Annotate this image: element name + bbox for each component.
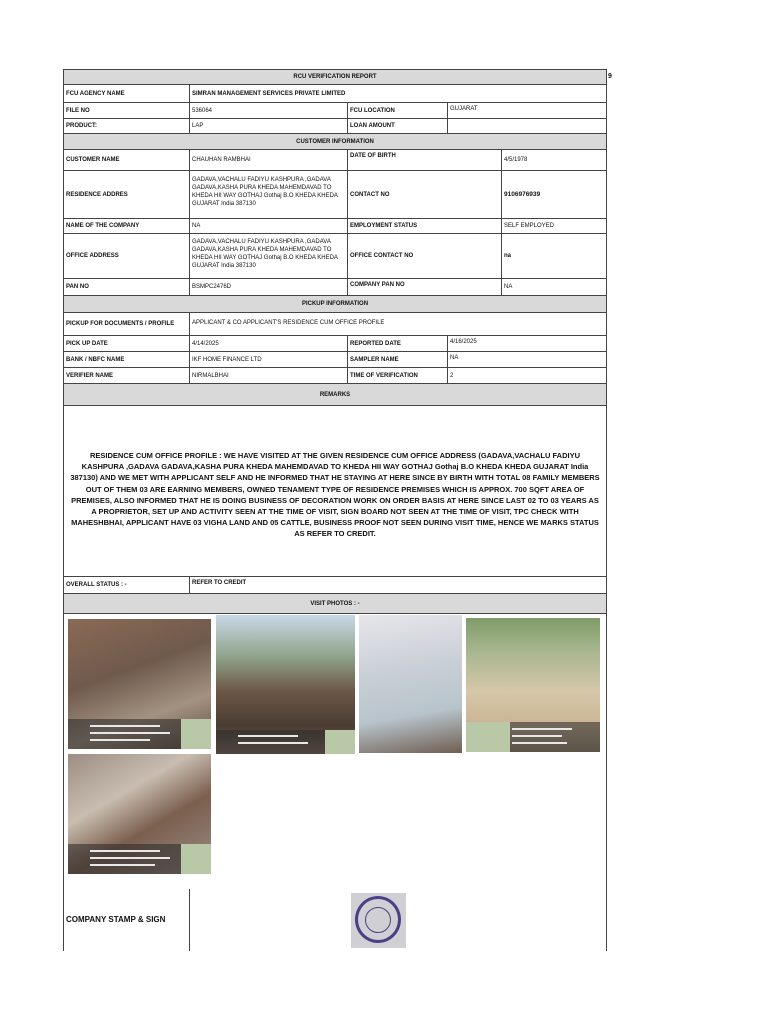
dob-value: 4/5/1978 <box>504 157 528 163</box>
file-no-label: FILE NO <box>64 103 190 118</box>
loan-amount-label: LOAN AMOUNT <box>348 119 448 133</box>
company-stamp-label: COMPANY STAMP & SIGN <box>64 889 190 951</box>
office-address-label: OFFICE ADDRESS <box>64 234 190 278</box>
sampler-label: SAMPLER NAME <box>348 352 448 367</box>
stamp-inner-ring <box>365 907 391 933</box>
company-row <box>63 219 607 234</box>
overall-status-label: OVERALL STATUS : - <box>64 577 190 593</box>
bank-row <box>63 352 607 368</box>
product-label: PRODUCT: <box>64 119 190 133</box>
agency-row <box>63 85 607 103</box>
reported-date-value: 4/16/2025 <box>450 339 477 345</box>
bank-value: IKF HOME FINANCE LTD <box>190 352 348 367</box>
company-stamp-image <box>351 893 406 948</box>
time-of-verification-value: 2 <box>450 372 454 379</box>
fcu-location-label: FCU LOCATION <box>348 103 448 118</box>
map-thumbnail <box>325 730 355 754</box>
pan-label: PAN NO <box>64 279 190 295</box>
customer-name-value: CHAUHAN RAMBHAI <box>190 150 348 170</box>
product-row <box>63 119 607 134</box>
visit-photos-header: VISIT PHOTOS : - <box>63 594 607 614</box>
reported-date-label: REPORTED DATE <box>348 336 448 351</box>
residence-line: GUJARAT India 387130 <box>192 201 256 207</box>
yard-photo <box>466 618 600 752</box>
pickup-section-header: PICKUP INFORMATION <box>63 296 607 313</box>
residence-line: GADAVA,VACHALU FADIYU KASHPURA ,GADAVA <box>192 177 331 183</box>
company-label: NAME OF THE COMPANY <box>64 219 190 233</box>
office-address <box>190 234 348 278</box>
map-thumbnail <box>466 722 510 752</box>
pickup-date-row <box>63 336 607 352</box>
verifier-row <box>63 368 607 384</box>
residence-line: GADAVA,KASHA PURA KHEDA MAHEMDAVAD TO <box>192 185 332 191</box>
residence-label: RESIDENCE ADDRES <box>64 171 190 218</box>
office-line: KHEDA HII WAY GOTHAJ Gothaj B.O KHEDA KHEDA <box>192 255 338 261</box>
customer-name-label: CUSTOMER NAME <box>64 150 190 170</box>
employment-label: EMPLOYMENT STATUS <box>348 219 502 233</box>
file-row <box>63 103 607 119</box>
company-value: NA <box>190 219 348 233</box>
pickup-profile-value: APPLICANT & CO APPLICANT'S RESIDENCE CUM OFFICE PROFILE <box>192 320 385 326</box>
pickup-date-value: 4/14/2025 <box>190 336 348 351</box>
remarks-text: RESIDENCE CUM OFFICE PROFILE : WE HAVE VISITED AT THE GIVEN RESIDENCE CUM OFFICE ADDRESS (GADAVA,VACHALU FADIYU KASHPURA ,GADAVA GADAVA,KASHA PURA KHEDA MAHEMDAVAD TO KHEDA HII WAY GOTHAJ Gothaj B.O KHEDA KHEDA GUJARAT India 387130) AND WE MET WITH APPLICANT SELF AND HE INFORMED THAT HE STAYING AT HERE SINCE BY BIRTH WITH TOTAL 08 FAMILY MEMBERS OUT OF THEM 03 ARE EARNING MEMBERS, OWNED TENAMENT TYPE OF RESIDENCE PREMISES WHICH IS APPROX. 700 SQFT AREA OF PREMISES, ALSO INFORMED THAT HE IS DOING BUSINESS OF DECORATION WORK ON ORDER BASIS AT HERE SINCE LAST 02 TO 03 YEARS AS A PROPRIETOR, SET UP AND ACTIVITY SEEN AT THE TIME OF VISIT, SIGN BOARD NOT SEEN AT THE TIME OF VISIT, TPC CHECK WITH MAHESHBHAI, APPLICANT HAVE 03 VIGHA LAND AND 05 CATTLE, BUSINESS PROOF NOT SEEN DURING VISIT TIME, HENCE WE MARKS STATUS AS REFER TO CREDIT. <box>70 451 600 539</box>
time-of-verification-label: TIME OF VERIFICATION <box>348 368 448 383</box>
residence-row <box>63 171 607 219</box>
verifier-value: NIRMALBHAI <box>190 368 348 383</box>
employment-value: SELF EMPLOYED <box>504 223 555 229</box>
company-pan-label: COMPANY PAN NO <box>348 279 502 295</box>
customer-section-header: CUSTOMER INFORMATION <box>63 134 607 150</box>
residence-interior-photo <box>68 619 211 749</box>
house-exterior-photo <box>216 615 355 754</box>
pan-row <box>63 279 607 296</box>
pickup-profile-row <box>63 313 607 336</box>
loan-amount-value <box>448 119 606 133</box>
customer-name-row <box>63 150 607 171</box>
bank-label: BANK / NBFC NAME <box>64 352 190 367</box>
photos-area <box>63 614 607 889</box>
map-thumbnail <box>181 844 211 874</box>
remarks-body <box>63 406 607 577</box>
file-no-value: 536064 <box>190 103 348 118</box>
office-line: GADAVA,VACHALU FADIYU KASHPURA ,GADAVA <box>192 239 331 245</box>
residence-address <box>190 171 348 218</box>
office-line: GUJARAT India 387130 <box>192 263 256 269</box>
residence-line: KHEDA HII WAY GOTHAJ Gothaj B.O KHEDA KHEDA <box>192 193 338 199</box>
overall-status-row <box>63 577 607 594</box>
office-contact-value: na <box>504 253 512 259</box>
page-marker: 9 <box>608 73 612 80</box>
office-row <box>63 234 607 279</box>
pan-value: BSMPC2476D <box>190 279 348 295</box>
dob-label: DATE OF BIRTH <box>348 150 502 170</box>
product-value: LAP <box>190 119 348 133</box>
goods-photo <box>68 754 211 874</box>
verifier-label: VERIFIER NAME <box>64 368 190 383</box>
agency-value: SIMRAN MANAGEMENT SERVICES PRIVATE LIMITED <box>192 90 346 97</box>
sampler-value: NA <box>450 355 459 361</box>
contact-value: 9106976939 <box>504 190 541 198</box>
office-contact-label: OFFICE CONTACT NO <box>348 234 502 278</box>
pickup-profile-label: PICKUP FOR DOCUMENTS / PROFILE <box>64 313 190 335</box>
map-thumbnail <box>181 719 211 749</box>
agency-label: FCU AGENCY NAME <box>64 85 190 102</box>
document-photo <box>359 615 462 753</box>
office-line: GADAVA,KASHA PURA KHEDA MAHEMDAVAD TO <box>192 247 332 253</box>
report-title: RCU VERIFICATION REPORT <box>63 69 607 85</box>
fcu-location-value: GUJARAT <box>450 106 478 112</box>
remarks-section-header: REMARKS <box>63 384 607 406</box>
company-pan-value: NA <box>504 284 513 290</box>
overall-status-value: REFER TO CREDIT <box>192 580 247 586</box>
stamp-row <box>63 889 607 951</box>
pickup-date-label: PICK UP DATE <box>64 336 190 351</box>
contact-label: CONTACT NO <box>348 171 502 218</box>
